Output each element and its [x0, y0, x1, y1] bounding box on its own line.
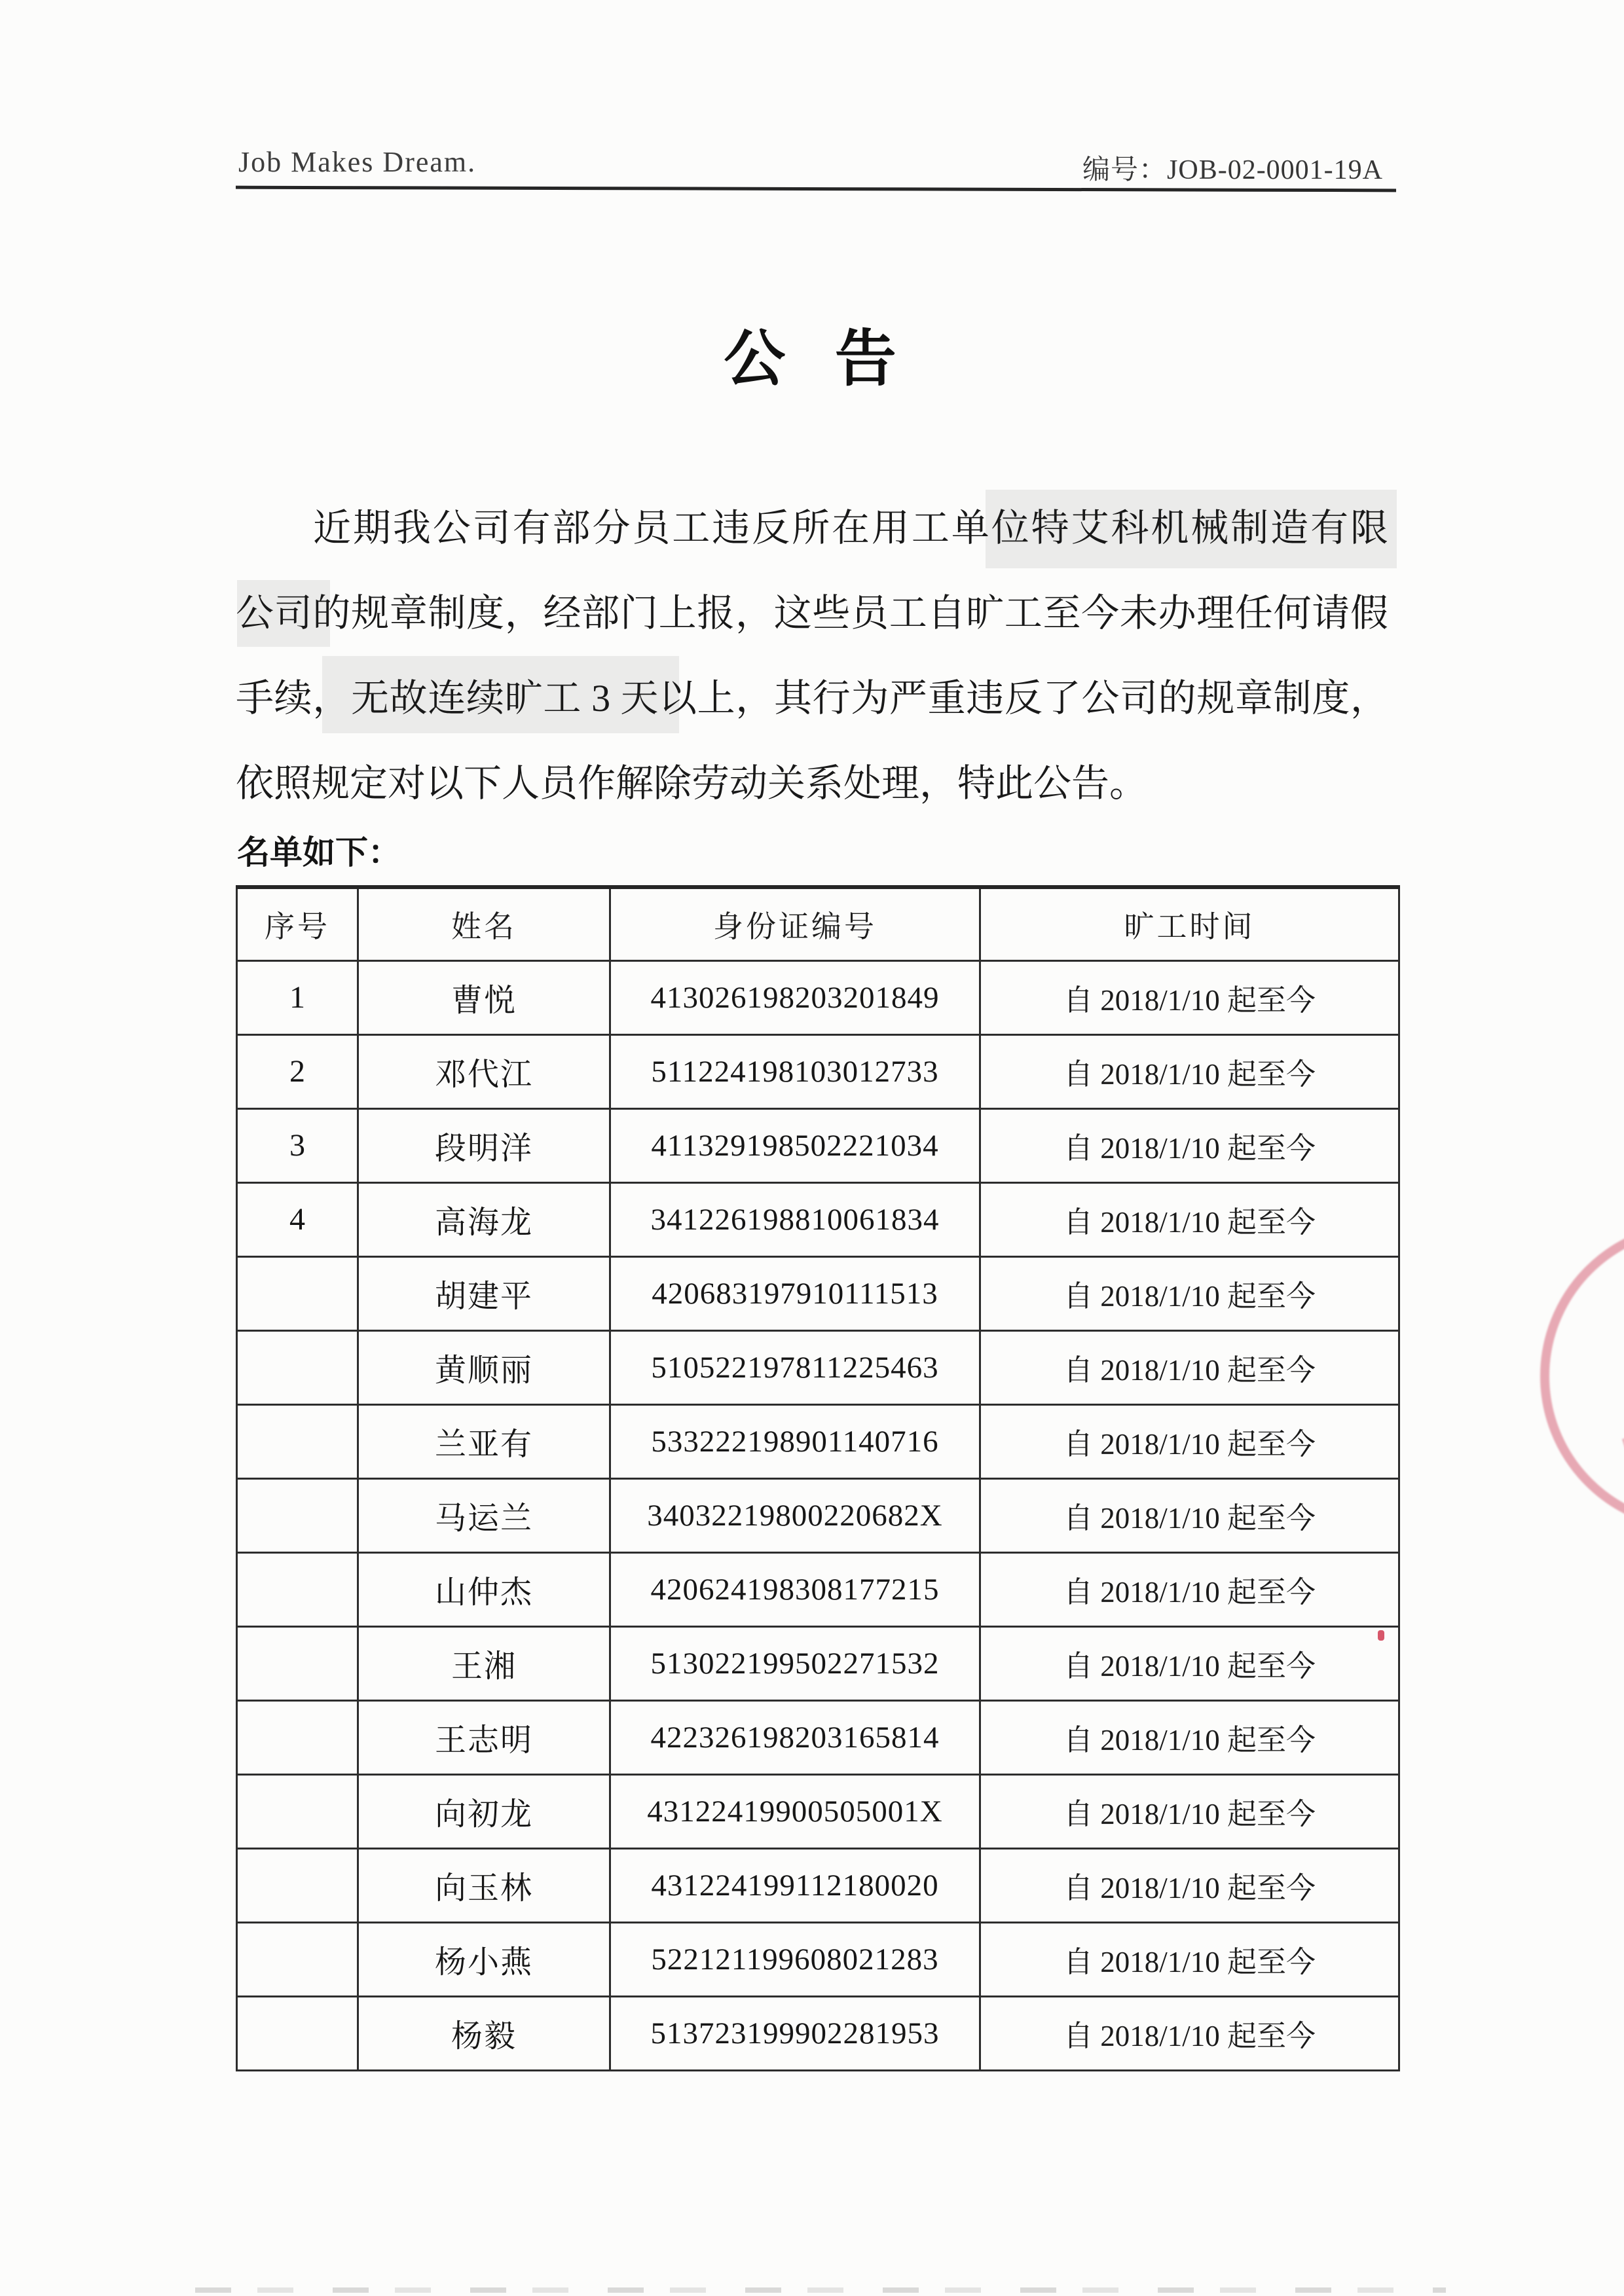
- name-cell: 王志明: [358, 1700, 610, 1774]
- absence-period-cell: 自 2018/1/10 起至今: [980, 960, 1399, 1034]
- paragraph-line: 公司的规章制度，经部门上报，这些员工自旷工至今未办理任何请假: [236, 592, 1388, 634]
- table-row: [237, 1330, 1399, 1404]
- absence-period-cell: 自 2018/1/10 起至今: [980, 1330, 1399, 1404]
- list-intro-label: 名单如下：: [237, 834, 401, 871]
- absence-period-cell: 自 2018/1/10 起至今: [980, 1922, 1399, 1996]
- table-row: [237, 1108, 1399, 1182]
- red-stamp: [1540, 1222, 1624, 1531]
- table-row: [237, 1996, 1399, 2070]
- col-header-name: 姓名: [358, 887, 610, 960]
- row-number-cell: [237, 1922, 358, 1996]
- name-cell: 胡建平: [358, 1256, 610, 1330]
- col-header-index: 序号: [237, 887, 358, 960]
- name-cell: 邓代江: [358, 1034, 610, 1108]
- table-row: [237, 1478, 1399, 1552]
- absence-period-cell: 自 2018/1/10 起至今: [980, 1182, 1399, 1256]
- id-number-cell: 431224199112180020: [610, 1848, 980, 1922]
- name-cell: 向初龙: [358, 1774, 610, 1848]
- id-number-cell: 510522197811225463: [610, 1330, 980, 1404]
- name-cell: 兰亚有: [358, 1404, 610, 1478]
- table-row: [237, 1404, 1399, 1478]
- id-number-cell: 341226198810061834: [610, 1182, 980, 1256]
- row-number-cell: [237, 1256, 358, 1330]
- absence-period-cell: 自 2018/1/10 起至今: [980, 1996, 1399, 2070]
- name-cell: 山仲杰: [358, 1552, 610, 1626]
- absence-period-cell: 自 2018/1/10 起至今: [980, 1626, 1399, 1700]
- id-number-cell: 34032219800220682X: [610, 1478, 980, 1552]
- absence-period-cell: 自 2018/1/10 起至今: [980, 1034, 1399, 1108]
- announcement-body: [236, 486, 1388, 826]
- row-number-cell: [237, 1848, 358, 1922]
- name-cell: 马运兰: [358, 1478, 610, 1552]
- name-cell: 杨小燕: [358, 1922, 610, 1996]
- id-number-cell: 413026198203201849: [610, 960, 980, 1034]
- paragraph-line: 依照规定对以下人员作解除劳动关系处理，特此公告。: [236, 762, 1148, 805]
- id-number-cell: 420683197910111513: [610, 1256, 980, 1330]
- id-number-cell: 522121199608021283: [610, 1922, 980, 1996]
- table-row: [237, 1774, 1399, 1848]
- row-number-cell: 4: [237, 1182, 358, 1256]
- row-number-cell: [237, 1996, 358, 2070]
- id-number-cell: 511224198103012733: [610, 1034, 980, 1108]
- absence-period-cell: 自 2018/1/10 起至今: [980, 1774, 1399, 1848]
- absence-period-cell: 自 2018/1/10 起至今: [980, 1108, 1399, 1182]
- red-ink-speck: [1378, 1630, 1384, 1641]
- absence-period-cell: 自 2018/1/10 起至今: [980, 1404, 1399, 1478]
- paragraph-line: 手续，无故连续旷工 3 天以上，其行为严重违反了公司的规章制度，: [236, 677, 1388, 720]
- name-cell: 段明洋: [358, 1108, 610, 1182]
- row-number-cell: [237, 1626, 358, 1700]
- page-title: 公 告: [724, 325, 900, 393]
- absence-period-cell: 自 2018/1/10 起至今: [980, 1478, 1399, 1552]
- row-number-cell: 1: [237, 960, 358, 1034]
- scan-bottom-band: [195, 2287, 1446, 2293]
- absence-period-cell: 自 2018/1/10 起至今: [980, 1700, 1399, 1774]
- name-cell: 曹悦: [358, 960, 610, 1034]
- company-slogan: Job Makes Dream.: [238, 146, 477, 178]
- row-number-cell: 3: [237, 1108, 358, 1182]
- row-number-cell: [237, 1330, 358, 1404]
- table-row: [237, 960, 1399, 1034]
- absence-period-cell: 自 2018/1/10 起至今: [980, 1848, 1399, 1922]
- table-row: [237, 1922, 1399, 1996]
- col-header-id-number: 身份证编号: [610, 887, 980, 960]
- paragraph-line: 近期我公司有部分员工违反所在用工单位特艾科机械制造有限: [313, 507, 1388, 549]
- name-cell: 黄顺丽: [358, 1330, 610, 1404]
- row-number-cell: [237, 1478, 358, 1552]
- name-cell: 高海龙: [358, 1182, 610, 1256]
- table-row: [237, 1848, 1399, 1922]
- id-number-cell: 533222198901140716: [610, 1404, 980, 1478]
- id-number-cell: 422326198203165814: [610, 1700, 980, 1774]
- row-number-cell: [237, 1552, 358, 1626]
- id-number-cell: 420624198308177215: [610, 1552, 980, 1626]
- row-number-cell: [237, 1404, 358, 1478]
- name-cell: 王湘: [358, 1626, 610, 1700]
- id-number-cell: 411329198502221034: [610, 1108, 980, 1182]
- id-number-cell: 513723199902281953: [610, 1996, 980, 2070]
- dismissal-roster-table: [236, 885, 1400, 2071]
- table-row: [237, 1700, 1399, 1774]
- row-number-cell: [237, 1700, 358, 1774]
- id-number-cell: 43122419900505001X: [610, 1774, 980, 1848]
- row-number-cell: 2: [237, 1034, 358, 1108]
- absence-period-cell: 自 2018/1/10 起至今: [980, 1552, 1399, 1626]
- name-cell: 杨毅: [358, 1996, 610, 2070]
- table-row: [237, 1552, 1399, 1626]
- id-number-cell: 513022199502271532: [610, 1626, 980, 1700]
- name-cell: 向玉林: [358, 1848, 610, 1922]
- document-number: 编号：JOB-02-0001-19A: [1082, 155, 1383, 185]
- col-header-absence: 旷工时间: [980, 887, 1399, 960]
- stamp-ring: [1540, 1222, 1624, 1531]
- table-row: [237, 1182, 1399, 1256]
- table-row: [237, 1034, 1399, 1108]
- row-number-cell: [237, 1774, 358, 1848]
- table-row: [237, 1256, 1399, 1330]
- absence-period-cell: 自 2018/1/10 起至今: [980, 1256, 1399, 1330]
- table-header-row: [237, 887, 1399, 960]
- table-row: [237, 1626, 1399, 1700]
